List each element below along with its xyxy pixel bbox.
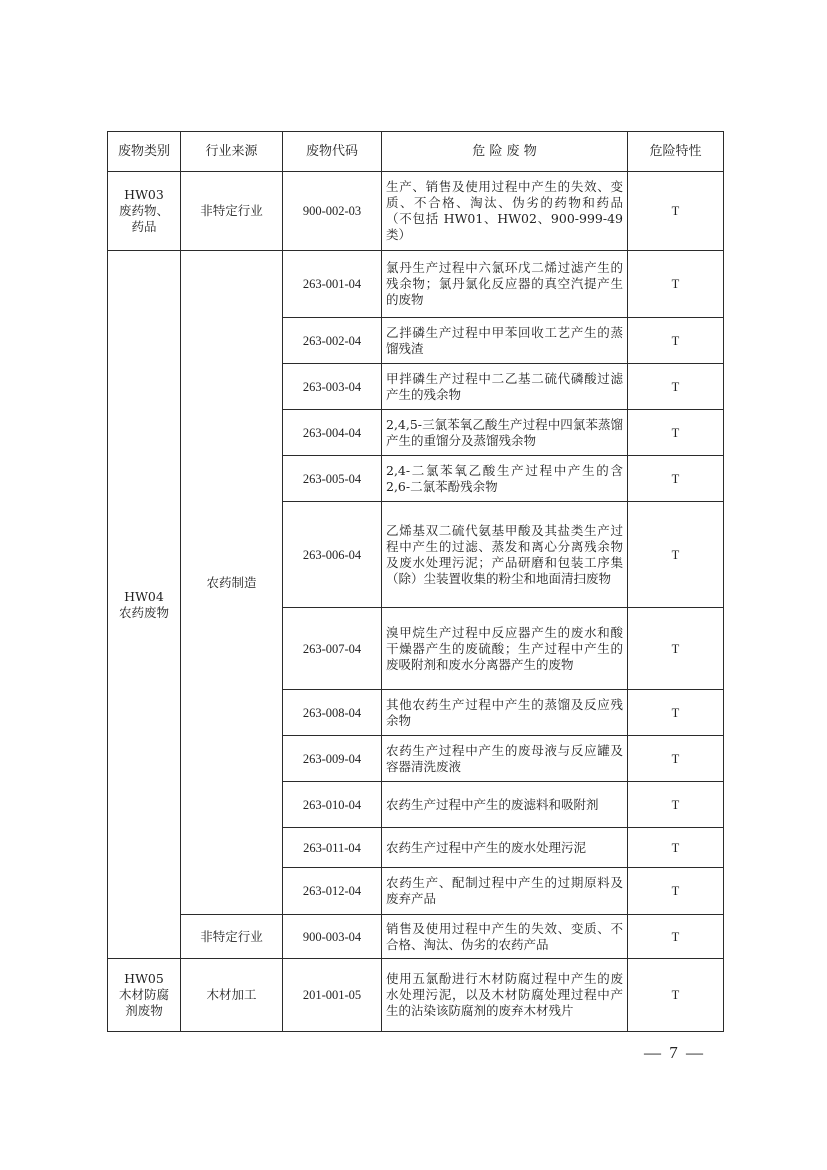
waste-category: HW04 农药废物 bbox=[118, 588, 169, 620]
hazardous-waste-description: 农药生产过程中产生的废母液与反应罐及容器清洗废液 bbox=[382, 736, 628, 782]
waste-code: 263-012-04 bbox=[283, 868, 382, 915]
table-row bbox=[108, 251, 724, 318]
waste-code: 263-007-04 bbox=[283, 608, 382, 690]
hazard-characteristic: T bbox=[628, 868, 724, 915]
hazardous-waste-description: 甲拌磷生产过程中二乙基二硫代磷酸过滤产生的残余物 bbox=[382, 364, 628, 410]
hazardous-waste-description: 生产、销售及使用过程中产生的失效、变质、不合格、淘汰、伪劣的药物和药品（不包括 HW01、HW02、900-999-49 类） bbox=[382, 172, 628, 251]
hazardous-waste-description: 溴甲烷生产过程中反应器产生的废水和酸干燥器产生的废硫酸；生产过程中产生的废吸附剂和废水分离器产生的废物 bbox=[382, 608, 628, 690]
header-hazard-characteristic: 危险特性 bbox=[628, 132, 724, 172]
waste-category: HW05 木材防腐 剂废物 bbox=[118, 971, 169, 1018]
waste-code: 201-001-05 bbox=[283, 959, 382, 1032]
waste-code: 263-005-04 bbox=[283, 456, 382, 502]
page-number: — 7 — bbox=[644, 1043, 705, 1062]
hazardous-waste-description: 销售及使用过程中产生的失效、变质、不合格、淘汰、伪劣的农药产品 bbox=[382, 915, 628, 959]
hazardous-waste-description: 2,4,5-三氯苯氧乙酸生产过程中四氯苯蒸馏产生的重馏分及蒸馏残余物 bbox=[382, 410, 628, 456]
waste-code: 900-003-04 bbox=[283, 915, 382, 959]
waste-code: 263-009-04 bbox=[283, 736, 382, 782]
hazardous-waste-description: 氯丹生产过程中六氯环戊二烯过滤产生的残余物；氯丹氯化反应器的真空汽提产生的废物 bbox=[382, 251, 628, 318]
hazard-characteristic: T bbox=[628, 456, 724, 502]
hazard-characteristic: T bbox=[628, 959, 724, 1032]
hazard-characteristic: T bbox=[628, 251, 724, 318]
waste-category: HW03 废药物、 药品 bbox=[118, 187, 169, 234]
header-hazardous-waste: 危 险 废 物 bbox=[382, 132, 628, 172]
header-waste-code: 废物代码 bbox=[283, 132, 382, 172]
hazard-characteristic: T bbox=[628, 608, 724, 690]
hazard-characteristic: T bbox=[628, 502, 724, 608]
hazardous-waste-description: 使用五氯酚进行木材防腐过程中产生的废水处理污泥，以及木材防腐处理过程中产生的沾染该防腐剂的废弃木材残片 bbox=[382, 959, 628, 1032]
hazardous-waste-description: 乙拌磷生产过程中甲苯回收工艺产生的蒸馏残渣 bbox=[382, 318, 628, 364]
table-row bbox=[108, 959, 724, 1032]
hazardous-waste-description: 农药生产过程中产生的废滤料和吸附剂 bbox=[382, 782, 628, 828]
waste-code: 263-010-04 bbox=[283, 782, 382, 828]
hazard-characteristic: T bbox=[628, 690, 724, 736]
table-row bbox=[108, 915, 724, 959]
industry-source: 木材加工 bbox=[181, 959, 283, 1032]
waste-code: 263-003-04 bbox=[283, 364, 382, 410]
hazard-characteristic: T bbox=[628, 828, 724, 868]
table-body bbox=[108, 172, 724, 1032]
header-category: 废物类别 bbox=[108, 132, 181, 172]
table-row bbox=[108, 172, 724, 251]
hazardous-waste-description: 农药生产、配制过程中产生的过期原料及废弃产品 bbox=[382, 868, 628, 915]
hazard-characteristic: T bbox=[628, 172, 724, 251]
header-industry-source: 行业来源 bbox=[181, 132, 283, 172]
industry-source: 非特定行业 bbox=[181, 172, 283, 251]
waste-code: 263-011-04 bbox=[283, 828, 382, 868]
waste-code: 900-002-03 bbox=[283, 172, 382, 251]
industry-source: 非特定行业 bbox=[181, 915, 283, 959]
waste-category-cell bbox=[108, 251, 181, 959]
hazardous-waste-description: 乙烯基双二硫代氨基甲酸及其盐类生产过程中产生的过滤、蒸发和离心分离残余物及废水处理污泥；产品研磨和包装工序集（除）尘装置收集的粉尘和地面清扫废物 bbox=[382, 502, 628, 608]
industry-source: 农药制造 bbox=[181, 251, 283, 915]
waste-code: 263-001-04 bbox=[283, 251, 382, 318]
waste-code: 263-008-04 bbox=[283, 690, 382, 736]
waste-code: 263-002-04 bbox=[283, 318, 382, 364]
hazard-characteristic: T bbox=[628, 318, 724, 364]
hazardous-waste-description: 农药生产过程中产生的废水处理污泥 bbox=[382, 828, 628, 868]
waste-category-cell bbox=[108, 172, 181, 251]
waste-code: 263-004-04 bbox=[283, 410, 382, 456]
hazardous-waste-description: 其他农药生产过程中产生的蒸馏及反应残余物 bbox=[382, 690, 628, 736]
hazard-characteristic: T bbox=[628, 410, 724, 456]
hazard-characteristic: T bbox=[628, 736, 724, 782]
hazard-characteristic: T bbox=[628, 364, 724, 410]
hazard-characteristic: T bbox=[628, 915, 724, 959]
hazardous-waste-description: 2,4-二氯苯氧乙酸生产过程中产生的含 2,6-二氯苯酚残余物 bbox=[382, 456, 628, 502]
hazard-characteristic: T bbox=[628, 782, 724, 828]
waste-category-cell bbox=[108, 959, 181, 1032]
waste-code: 263-006-04 bbox=[283, 502, 382, 608]
table-header-row bbox=[108, 132, 724, 172]
hazardous-waste-table bbox=[107, 131, 724, 1032]
